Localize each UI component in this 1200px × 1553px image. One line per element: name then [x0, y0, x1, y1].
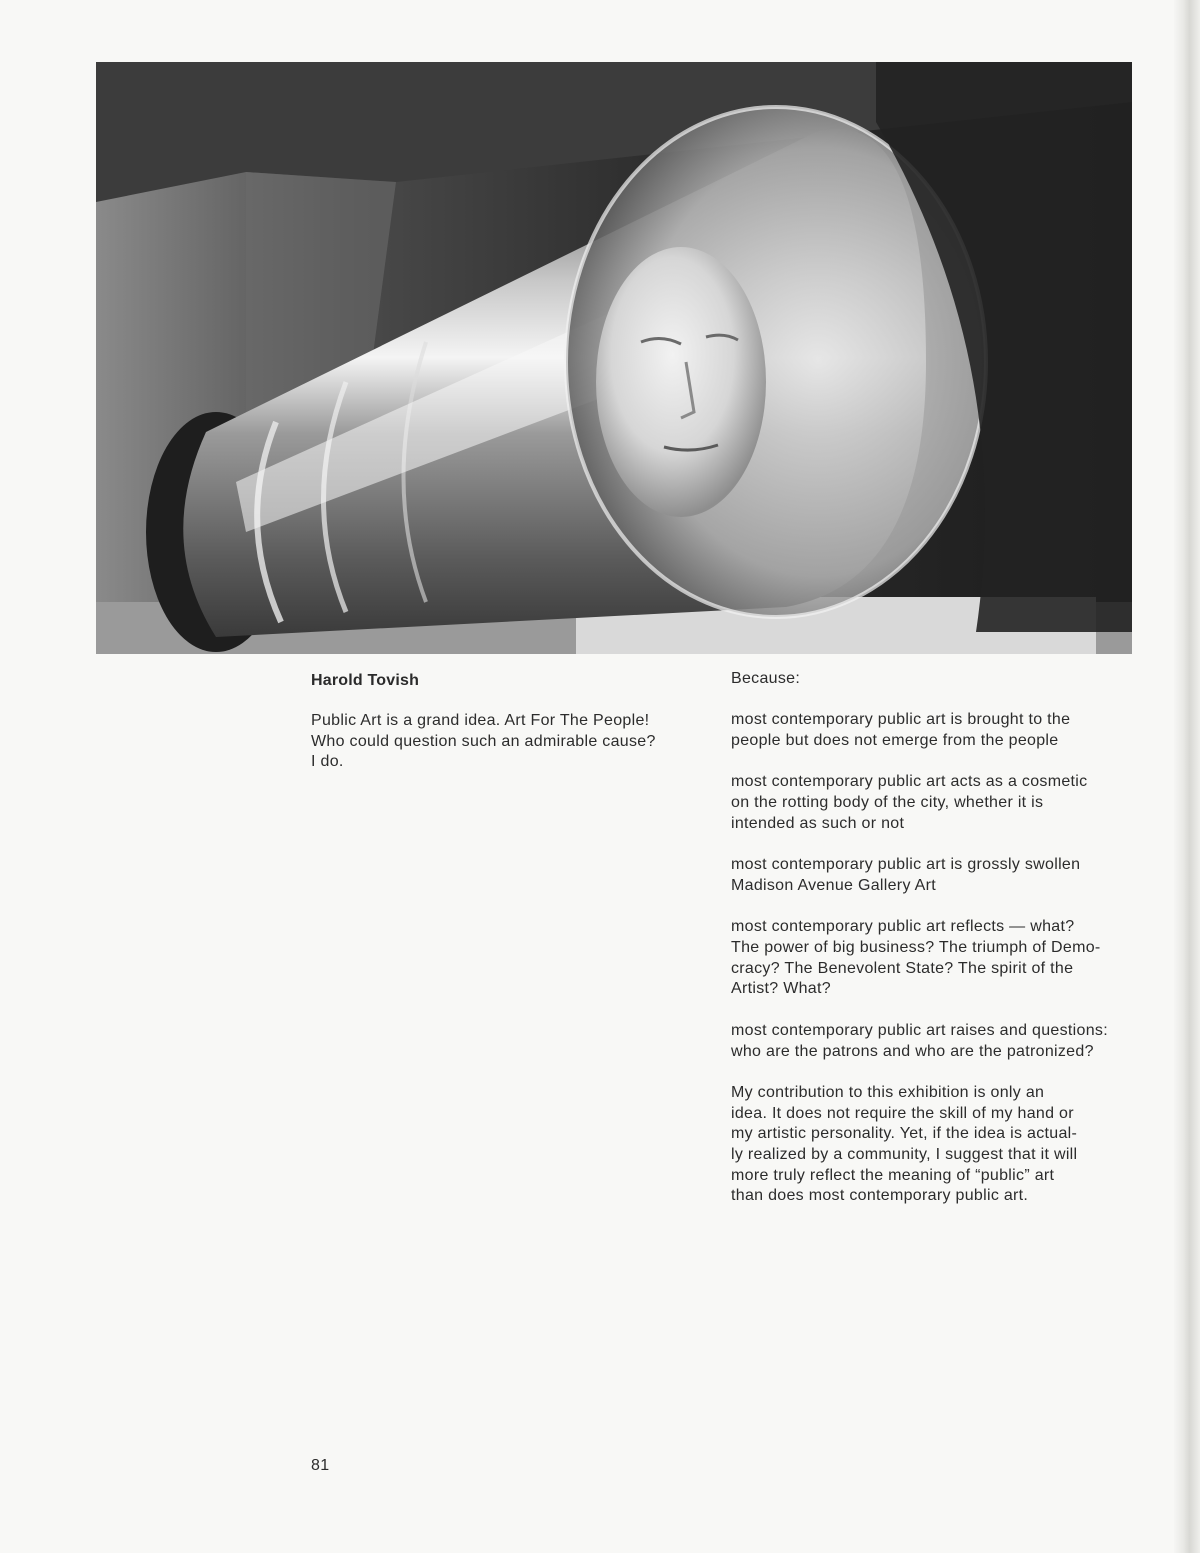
text-line: people but does not emerge from the people: [731, 732, 1059, 750]
because-heading: Because:: [731, 670, 801, 687]
text-line: more truly reflect the meaning of “public” art: [731, 1166, 1055, 1184]
text-line: idea. It does not require the skill of my hand or: [731, 1104, 1074, 1122]
page-number: 81: [311, 1457, 330, 1474]
sculpture-photo: [96, 62, 1132, 654]
paragraph: [731, 772, 1151, 834]
intro-line: Who could question such an admirable cause?: [311, 732, 656, 750]
text-line: on the rotting body of the city, whether it is: [731, 794, 1044, 812]
text-line: most contemporary public art is grossly swollen: [731, 856, 1081, 874]
intro-line: I do.: [311, 753, 344, 770]
intro-line: Public Art is a grand idea. Art For The People!: [311, 712, 650, 729]
text-line: most contemporary public art acts as a cosmetic: [731, 773, 1088, 791]
paragraph: [731, 710, 1151, 751]
text-line: most contemporary public art is brought to the: [731, 711, 1071, 729]
text-line: who are the patrons and who are the patronized?: [731, 1042, 1094, 1060]
text-line: cracy? The Benevolent State? The spirit of the: [731, 959, 1074, 977]
text-line: intended as such or not: [731, 814, 905, 832]
text-line: most contemporary public art reflects — what?: [731, 918, 1075, 936]
text-line: Artist? What?: [731, 980, 831, 998]
author-name: Harold Tovish: [311, 672, 420, 689]
paragraph: [731, 1083, 1151, 1207]
paragraph: [731, 1021, 1151, 1062]
text-line: most contemporary public art raises and questions:: [731, 1021, 1108, 1039]
text-line: The power of big business? The triumph of Demo-: [731, 939, 1101, 957]
argument-column: [731, 669, 1151, 1228]
text-line: than does most contemporary public art.: [731, 1187, 1029, 1205]
text-line: Madison Avenue Gallery Art: [731, 876, 936, 894]
text-line: my artistic personality. Yet, if the idea is actual-: [731, 1125, 1078, 1143]
text-line: ly realized by a community, I suggest that it will: [731, 1146, 1078, 1164]
paragraph: [731, 917, 1151, 1000]
paragraph: [731, 855, 1151, 896]
page-edge-shadow: [1174, 0, 1200, 1553]
text-line: My contribution to this exhibition is only an: [731, 1083, 1045, 1101]
intro-text: [311, 711, 711, 773]
